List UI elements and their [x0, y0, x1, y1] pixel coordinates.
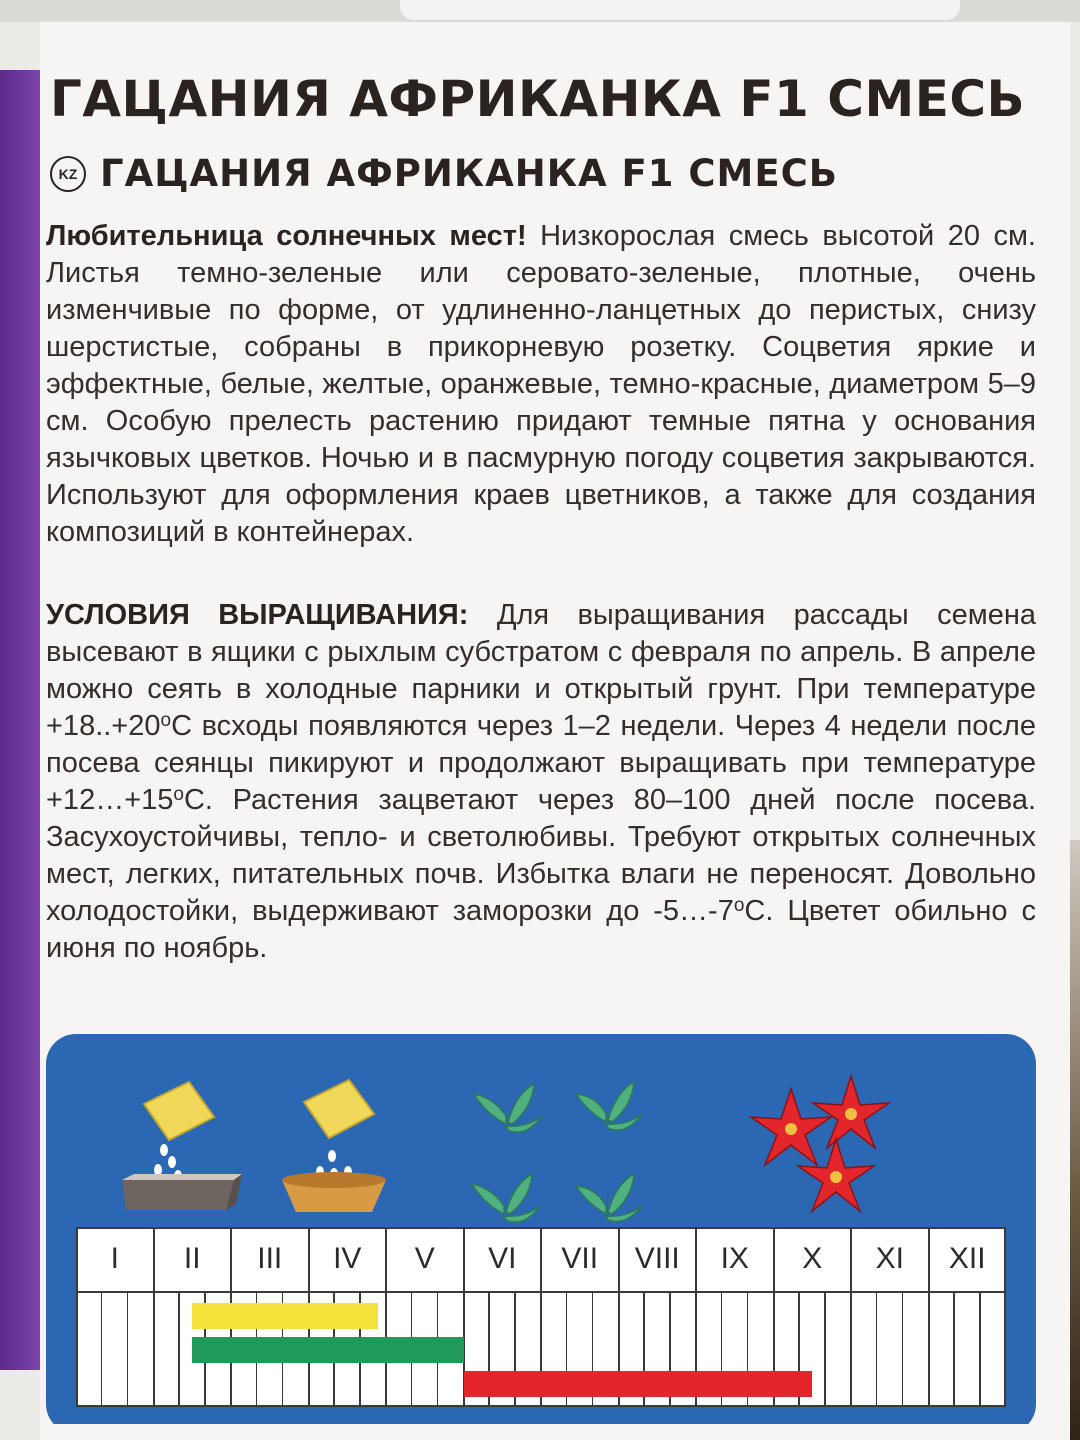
conditions-text-2: С всходы появляются через 1–2 недели. Через 4 недели после посева сеянцы пикируют и продолжают выращивать при температуре +12…+15 [46, 710, 1036, 816]
bottom-strip [40, 1424, 1070, 1440]
seedlings-icon [456, 1054, 666, 1224]
month-label: XII [948, 1242, 986, 1275]
month-label: VI [488, 1242, 517, 1275]
conditions-text-4: С. Цветет обильно с июня по ноябрь. [46, 895, 1036, 964]
decade-divider [876, 1291, 878, 1407]
conditions-text-3: С. Растения зацветают через 80–100 дней после посева. Засухоустойчивы, тепло- и светолюбивы. Требуют открытых солнечных мест, легких, питательных почв. Избытка влаги не переносят. Довольно холодостойки, выдерживают заморозки до -5…-7 [46, 784, 1036, 927]
month-label: IX [720, 1242, 749, 1275]
decade-divider [178, 1291, 180, 1407]
growing-calendar-panel [46, 1034, 1036, 1434]
decade-divider [979, 1291, 981, 1407]
month-label: II [183, 1242, 201, 1275]
month-label: IV [333, 1242, 362, 1275]
degree-mark: о [173, 784, 184, 805]
month-divider [385, 1227, 387, 1407]
sow-seeds-pot-icon [254, 1062, 404, 1212]
month-label: XI [875, 1242, 904, 1275]
sowing-period-bar [192, 1303, 378, 1329]
description-paragraph [46, 218, 1036, 551]
month-calendar [76, 1227, 1006, 1407]
description-text: Низкорослая смесь высотой 20 см. Листья темно-зеленые или серовато-зеленые, плотные, очень изменчивые по форме, от удлиненно-ланцетных до перистых, снизу шерстистые, собраны в прикорневую розетку. Соцветия яркие и эффектные, белые, желтые, оранжевые, темно-красные, диаметром 5–9 см. Особую прелесть растению придают темные пятна у основания язычковых цветков. Ночью и в пасмурную погоду соцветия закрываются. Используют для оформления краев цветников, а также для создания композиций в контейнерах. [46, 220, 1036, 548]
product-title: ГАЦАНИЯ АФРИКАНКА F1 СМЕСЬ [50, 70, 1026, 128]
month-label: III [257, 1242, 283, 1275]
decade-divider [953, 1291, 955, 1407]
growing-conditions-paragraph [46, 597, 1036, 967]
seedlings-period-bar [192, 1337, 463, 1363]
sow-seeds-box-icon [104, 1062, 254, 1212]
flowering-period-bar [464, 1371, 813, 1397]
degree-mark: о [733, 895, 745, 916]
month-divider [850, 1227, 852, 1407]
month-label: X [802, 1242, 823, 1275]
kz-language-badge: KZ [50, 156, 86, 192]
month-label: VIII [634, 1242, 680, 1275]
month-label: VII [561, 1242, 599, 1275]
decade-divider [824, 1291, 826, 1407]
purple-package-edge [0, 70, 40, 1370]
product-subtitle-kz: ГАЦАНИЯ АФРИКАНКА F1 СМЕСЬ [100, 152, 838, 195]
decade-divider [902, 1291, 904, 1407]
seed-packet-back [40, 22, 1070, 1440]
month-divider [928, 1227, 930, 1407]
degree-mark: о [160, 710, 172, 731]
conditions-text-1: Для выращивания рассады семена высевают в ящики с рыхлым субстратом с февраля по апрель. В апреле можно сеять в холодные парники и открытый грунт. При температуре +18..+20 [46, 599, 1036, 742]
description-lead: Любительница солнечных мест! [46, 220, 527, 252]
conditions-heading: УСЛОВИЯ ВЫРАЩИВАНИЯ: [46, 599, 469, 631]
decade-divider [101, 1291, 103, 1407]
kz-subtitle-row [50, 152, 838, 195]
month-label: I [110, 1242, 119, 1275]
month-divider [153, 1227, 155, 1407]
package-top-tab [400, 0, 960, 20]
decade-divider [127, 1291, 129, 1407]
calendar-header-line [76, 1291, 1006, 1293]
flowers-icon [736, 1069, 906, 1219]
month-label: V [414, 1242, 435, 1275]
